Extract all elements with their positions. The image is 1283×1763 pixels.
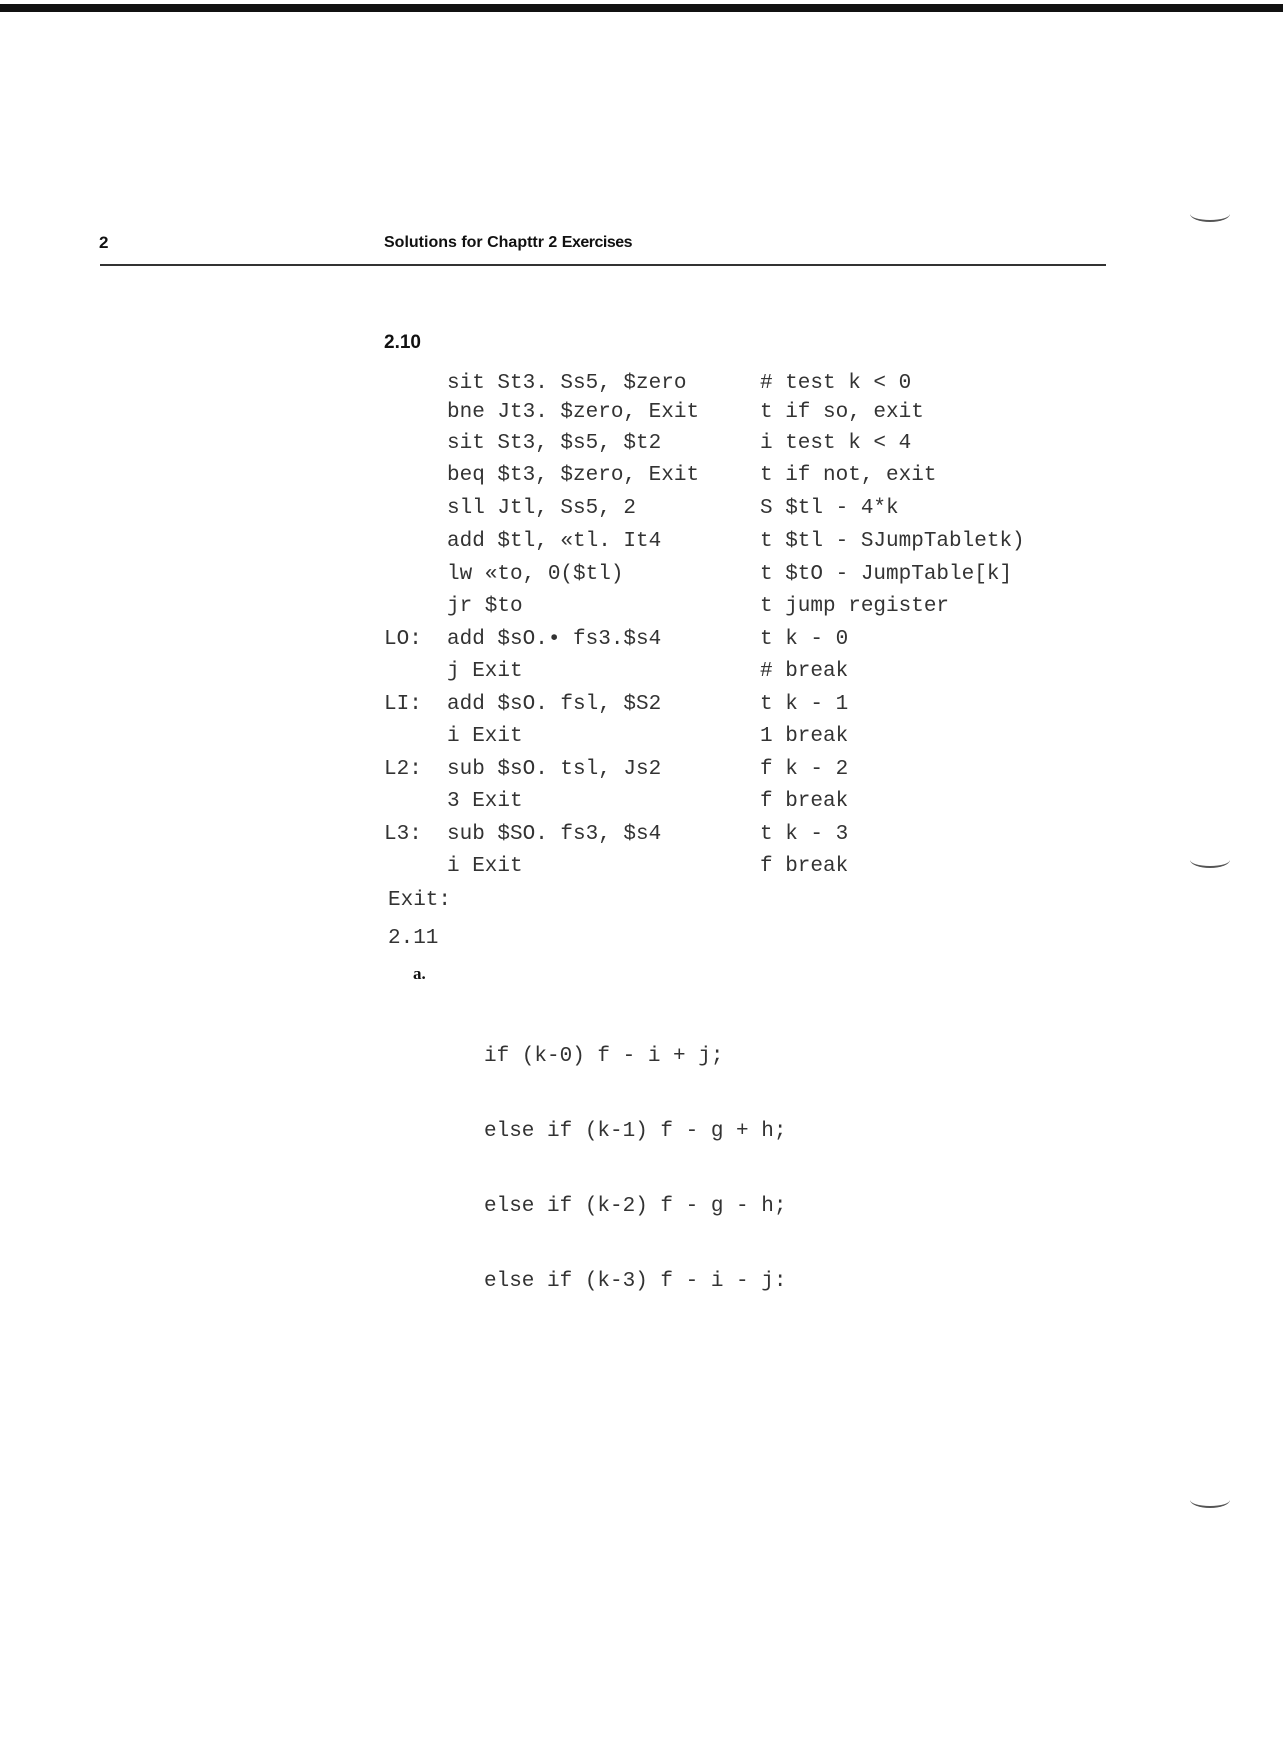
code-line — [0, 398, 1283, 428]
code-comment: # test k < 0 — [760, 372, 912, 395]
code-instruction: add $sO. fsl, $S2 — [447, 693, 662, 716]
c-code-line: else if (k-3) f - i - j: — [484, 1270, 787, 1293]
binding-mark — [1190, 1492, 1230, 1508]
code-instruction: add $tl, «tl. It4 — [447, 530, 662, 553]
code-comment: t k - 3 — [760, 823, 849, 846]
code-comment: t $tl - SJumpTabletk) — [760, 530, 1025, 553]
code-instruction: jr $to — [447, 595, 523, 618]
code-instruction: i Exit — [447, 855, 523, 878]
code-label: L2: — [384, 758, 422, 781]
code-line — [0, 592, 1283, 622]
exit-label: Exit: — [388, 889, 452, 912]
code-line — [0, 820, 1283, 850]
code-line — [0, 369, 1283, 399]
c-code-block — [484, 994, 786, 1319]
code-instruction: sit St3. Ss5, $zero — [447, 372, 687, 395]
code-comment: f break — [760, 790, 849, 813]
running-head — [384, 234, 632, 252]
code-line — [0, 852, 1283, 882]
code-instruction: j Exit — [447, 660, 523, 683]
code-label: L3: — [384, 823, 422, 846]
section-heading-2-10: 2.10 — [384, 332, 421, 353]
code-instruction: 3 Exit — [447, 790, 523, 813]
code-instruction: sit St3, $s5, $t2 — [447, 432, 662, 455]
c-code-line: if (k-0) f - i + j; — [484, 1045, 724, 1068]
code-label: LO: — [384, 628, 422, 651]
code-comment: t k - 0 — [760, 628, 849, 651]
code-line — [0, 690, 1283, 720]
page-number: 2 — [99, 233, 109, 252]
code-instruction: sub $SO. fs3, $s4 — [447, 823, 662, 846]
code-instruction: sll Jtl, Ss5, 2 — [447, 497, 637, 520]
code-line — [0, 787, 1283, 817]
code-comment: t jump register — [760, 595, 950, 618]
code-comment: S $tl - 4*k — [760, 497, 899, 520]
code-label: LI: — [384, 693, 422, 716]
code-line — [0, 560, 1283, 590]
top-rule — [0, 4, 1283, 12]
code-line — [0, 527, 1283, 557]
code-comment: t if not, exit — [760, 464, 937, 487]
code-comment: t $tO - JumpTable[k] — [760, 563, 1013, 586]
binding-mark — [1190, 852, 1230, 868]
code-comment: f k - 2 — [760, 758, 849, 781]
code-comment: # break — [760, 660, 849, 683]
code-comment: t if so, exit — [760, 401, 924, 424]
code-comment: f break — [760, 855, 849, 878]
code-line — [0, 461, 1283, 491]
code-instruction: add $sO.• fs3.$s4 — [447, 628, 662, 651]
code-instruction: beq $t3, $zero, Exit — [447, 464, 700, 487]
code-comment: t k - 1 — [760, 693, 849, 716]
code-line — [0, 755, 1283, 785]
code-comment: i test k < 4 — [760, 432, 912, 455]
binding-mark — [1190, 206, 1230, 222]
code-comment: 1 break — [760, 725, 849, 748]
running-head-bold-text: Exercises — [561, 234, 633, 251]
c-code-line: else if (k-1) f - g + h; — [484, 1120, 787, 1143]
part-label-a: a. — [413, 964, 426, 983]
code-line — [0, 494, 1283, 524]
code-line — [0, 722, 1283, 752]
header-rule — [100, 264, 1106, 266]
code-instruction: i Exit — [447, 725, 523, 748]
code-instruction: bne Jt3. $zero, Exit — [447, 401, 700, 424]
code-line — [0, 625, 1283, 655]
c-code-line: else if (k-2) f - g - h; — [484, 1195, 787, 1218]
section-heading-2-11: 2.11 — [388, 927, 439, 950]
code-instruction: lw «to, 0($tl) — [447, 563, 624, 586]
running-head-text: Solutions for Chapttr 2 — [384, 234, 558, 251]
code-line — [0, 657, 1283, 687]
code-line — [0, 429, 1283, 459]
code-instruction: sub $sO. tsl, Js2 — [447, 758, 662, 781]
